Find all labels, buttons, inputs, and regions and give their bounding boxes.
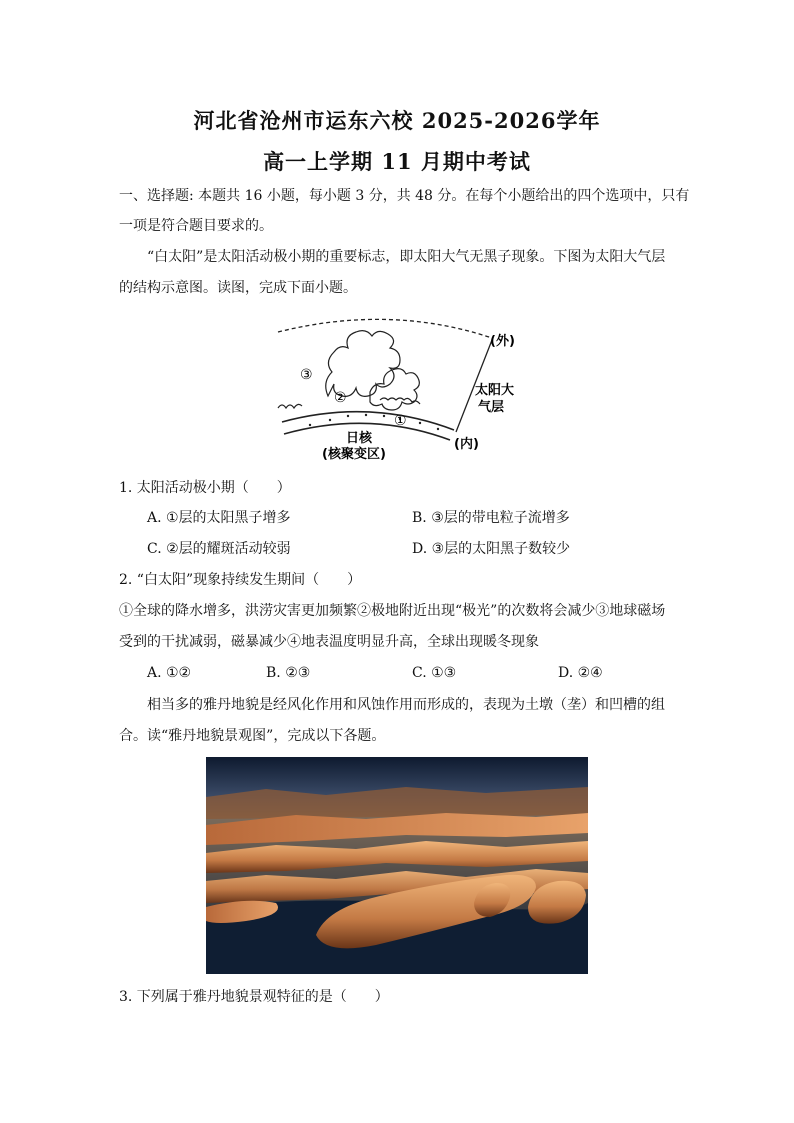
distant-ridge — [206, 787, 588, 819]
section-intro-line-1: 一、选择题: 本题共 16 小题，每小题 3 分，共 48 分。在每个小题给出的四个选项中，只有 — [119, 188, 690, 204]
q3-stem: 3. 下列属于雅丹地貌景观特征的是（ ） — [119, 989, 389, 1005]
title-line-1: 河北省沧州市运东六校 2025-2026学年 — [193, 108, 601, 133]
passage2-line-2: 合。读“雅丹地貌景观图”，完成以下各题。 — [119, 728, 386, 744]
section-intro-line-2: 一项是符合题目要求的。 — [119, 218, 273, 234]
passage2-line-1: 相当多的雅丹地貌是经风化作用和风蚀作用而形成的，表现为土墩（垄）和凹槽的组 — [147, 697, 665, 713]
q2-option-d[interactable]: D. ②④ — [558, 665, 603, 681]
solar-atmosphere-diagram — [270, 312, 540, 462]
chromosphere-wave — [278, 398, 420, 408]
prominence-shape-right — [370, 369, 419, 410]
label-outer: (外) — [490, 334, 515, 349]
q1-stem: 1. 太阳活动极小期（ ） — [119, 480, 291, 496]
passage1-line-1: “白太阳”是太阳活动极小期的重要标志，即太阳大气无黑子现象。下图为太阳大气层 — [147, 249, 666, 265]
photosphere-arc-outer — [282, 412, 454, 430]
solar-diagram-svg — [270, 312, 540, 462]
label-core: 日核 — [346, 431, 373, 446]
q2-body-line-1: ①全球的降水增多，洪涝灾害更加频繁②极地附近出现“极光”的次数将会减少③地球磁场 — [119, 603, 666, 619]
photosphere-dots — [309, 414, 439, 430]
passage1-line-2: 的结构示意图。读图，完成下面小题。 — [119, 280, 357, 296]
marker-1: ① — [394, 413, 407, 429]
yardang-photo-svg — [206, 757, 588, 974]
q1-option-d[interactable]: D. ③层的太阳黑子数较少 — [412, 541, 571, 557]
title-line-2: 高一上学期 11 月期中考试 — [263, 149, 531, 174]
q2-body-line-2: 受到的干扰减弱，磁暴减少④地表温度明显升高，全球出现暖冬现象 — [119, 634, 539, 650]
q2-option-c[interactable]: C. ①③ — [412, 665, 457, 681]
q2-option-b[interactable]: B. ②③ — [266, 665, 311, 681]
outer-boundary-arc — [278, 319, 492, 338]
label-inner: (内) — [454, 437, 479, 452]
label-atmosphere-1: 太阳大 — [475, 383, 515, 398]
q2-option-a[interactable]: A. ①② — [147, 665, 192, 681]
q1-option-a[interactable]: A. ①层的太阳黑子增多 — [147, 510, 291, 526]
prominence-shape-left — [326, 331, 400, 397]
yardang-landscape-photo — [206, 757, 588, 974]
q1-option-c[interactable]: C. ②层的耀斑活动较弱 — [147, 541, 291, 557]
label-atmosphere-2: 气层 — [478, 400, 505, 415]
marker-3: ③ — [300, 367, 313, 383]
q2-stem: 2. “白太阳”现象持续发生期间（ ） — [119, 572, 362, 588]
marker-2: ② — [334, 390, 347, 406]
q1-option-b[interactable]: B. ③层的带电粒子流增多 — [412, 510, 570, 526]
label-core-sub: (核聚变区) — [322, 447, 386, 462]
